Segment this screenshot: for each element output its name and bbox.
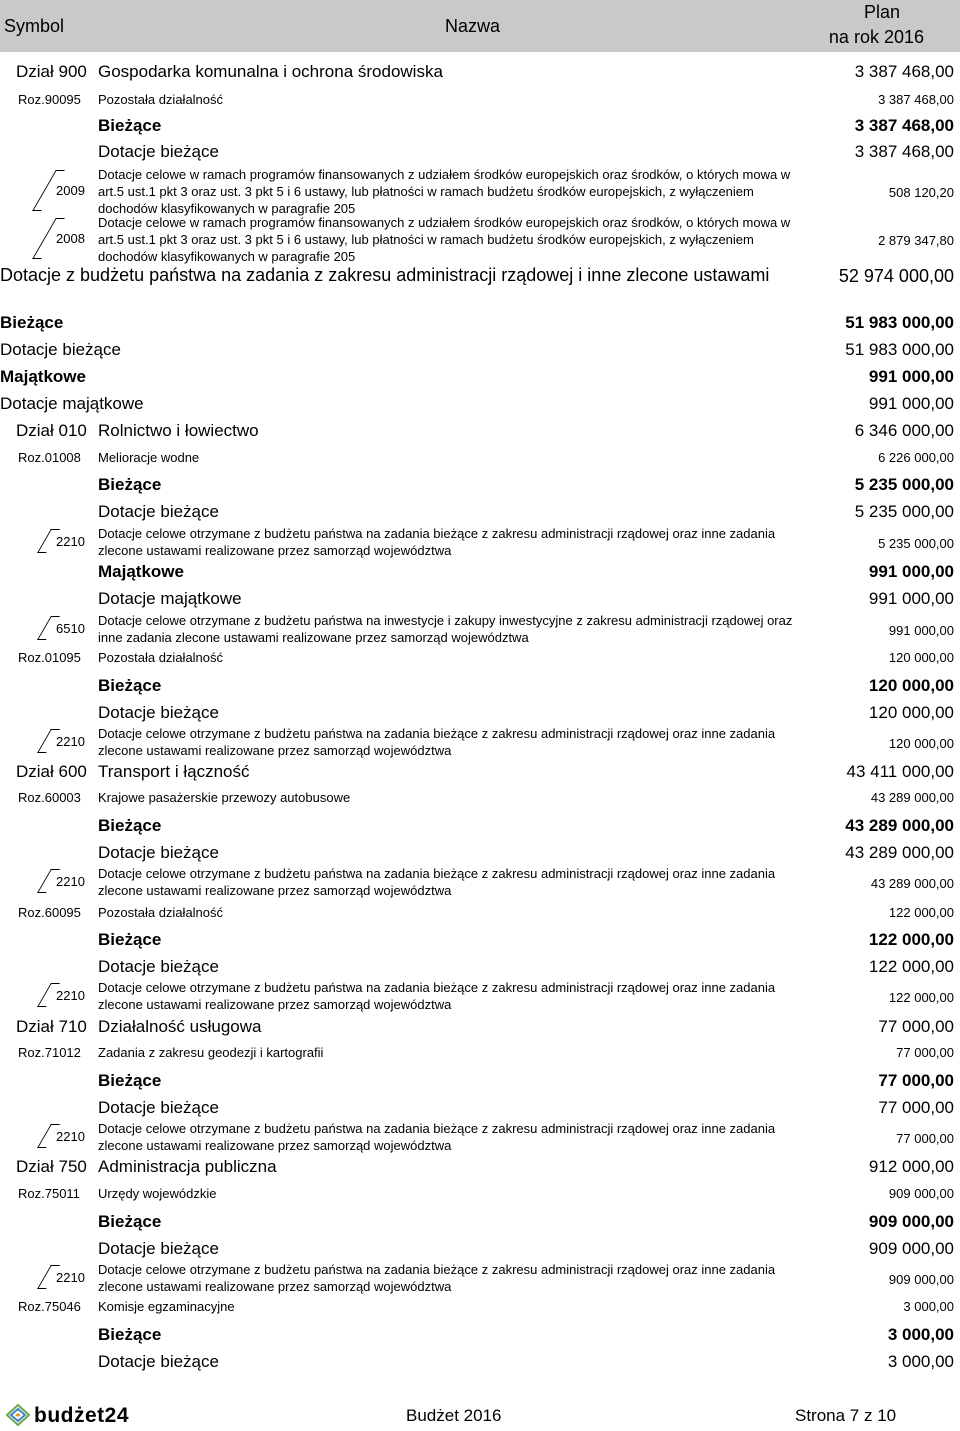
section-code: Roz.60095 [18,905,81,920]
paragraph-code: 2210 [56,1269,85,1285]
plan-amount: 43 289 000,00 [870,790,954,805]
category-label: Majątkowe [0,367,86,386]
paragraph-description: Dotacje celowe otrzymane z budżetu państwa na zadania bieżące z zakresu administracji rządowej oraz inne zadania zlecone ustawami realizowane przez samorząd województwa [98,526,776,558]
paragraph-code: 2210 [56,733,85,749]
column-header-plan: Plan [863,2,900,22]
section-name: Zadania z zakresu geodezji i kartografii [98,1045,324,1060]
paragraph-description: Dotacje celowe otrzymane z budżetu państwa na inwestycje i zakupy inwestycyjne z zakresu administracji rządowej oraz inne zadania zlecone ustawami realizowane przez samorząd województwa [98,613,793,645]
budzet24-logo-icon [6,1404,30,1426]
category-label: Bieżące [0,313,64,332]
section-title: Dotacje z budżetu państwa na zadania z zakresu administracji rządowej i inne zlecone ustawami [0,265,770,285]
category-label: Dotacje bieżące [98,1098,219,1117]
section-name: Urzędy wojewódzkie [98,1186,217,1201]
category-label: Dotacje bieżące [98,142,219,161]
category-label: Dotacje bieżące [98,957,219,976]
plan-amount: 120 000,00 [888,650,954,665]
budzet24-logo-text: budżet24 [34,1404,130,1427]
section-code: Roz.75011 [18,1186,80,1201]
plan-amount: 909 000,00 [868,1239,954,1258]
plan-amount: 77 000,00 [878,1017,954,1036]
plan-amount: 51 983 000,00 [845,313,954,332]
plan-amount: 991 000,00 [868,589,954,608]
plan-amount: 991 000,00 [868,562,954,581]
plan-amount: 52 974 000,00 [838,266,954,286]
section-name: Gospodarka komunalna i ochrona środowiska [98,62,443,81]
plan-amount: 43 411 000,00 [846,762,954,781]
category-label: Bieżące [98,1212,162,1231]
section-name: Pozostała działalność [98,92,224,107]
plan-amount: 3 387 468,00 [854,142,954,161]
category-label: Bieżące [98,116,162,135]
category-label: Majątkowe [98,562,184,581]
table-header [0,0,960,52]
plan-amount: 77 000,00 [896,1130,954,1146]
category-label: Bieżące [98,676,162,695]
plan-amount: 2 879 347,80 [878,233,954,248]
column-header-year: na rok 2016 [828,27,924,47]
paragraph-code: 2210 [56,533,85,549]
paragraph-description: Dotacje celowe w ramach programów finansowanych z udziałem środków europejskich oraz środków, o których mowa w art.5 ust.1 pkt 3 oraz ust. 3 pkt 5 i 6 ustawy, lub płatności w ramach budżetu środków europejskich, z wyłączeniem dochodów klasyfikowanych w paragrafie 205 [98,215,791,264]
section-code: Roz.01008 [18,450,81,465]
column-header-nazwa: Nazwa [445,16,501,36]
plan-amount: 51 983 000,00 [845,340,954,359]
plan-amount: 122 000,00 [888,905,954,920]
section-code: Dział 600 [16,762,87,781]
plan-amount: 122 000,00 [868,957,954,976]
section-code: Roz.01095 [18,650,81,665]
paragraph-code: 2210 [56,987,85,1003]
plan-amount: 909 000,00 [888,1271,954,1287]
category-label: Dotacje bieżące [98,703,219,722]
category-label: Bieżące [98,1325,162,1344]
plan-amount: 3 000,00 [887,1352,954,1371]
section-code: Dział 710 [16,1017,87,1036]
plan-amount: 508 120,20 [888,185,954,200]
section-name: Administracja publiczna [98,1157,277,1176]
plan-amount: 6 226 000,00 [878,450,954,465]
footer-title: Budżet 2016 [406,1406,502,1425]
section-name: Działalność usługowa [98,1017,262,1036]
paragraph-description: Dotacje celowe otrzymane z budżetu państwa na zadania bieżące z zakresu administracji rządowej oraz inne zadania zlecone ustawami realizowane przez samorząd województwa [98,866,776,898]
section-name: Komisje egzaminacyjne [98,1299,235,1314]
category-label: Dotacje bieżące [98,843,219,862]
plan-amount: 120 000,00 [868,676,954,695]
plan-amount: 991 000,00 [888,622,954,638]
plan-amount: 909 000,00 [888,1186,954,1201]
plan-amount: 991 000,00 [868,394,954,413]
section-code: Roz.71012 [18,1045,81,1060]
plan-amount: 6 346 000,00 [854,421,954,440]
paragraph-description: Dotacje celowe otrzymane z budżetu państwa na zadania bieżące z zakresu administracji rządowej oraz inne zadania zlecone ustawami realizowane przez samorząd województwa [98,980,776,1012]
section-code: Dział 750 [16,1157,87,1176]
paragraph-description: Dotacje celowe w ramach programów finansowanych z udziałem środków europejskich oraz środków, o których mowa w art.5 ust.1 pkt 3 oraz ust. 3 pkt 5 i 6 ustawy, lub płatności w ramach budżetu środków europejskich, z wyłączeniem dochodów klasyfikowanych w paragrafie 205 [98,167,791,216]
category-label: Dotacje bieżące [98,1352,219,1371]
section-name: Melioracje wodne [98,450,200,465]
section-code: Dział 010 [16,421,87,440]
page-footer [0,1398,960,1431]
category-label: Bieżące [98,816,162,835]
paragraph-code: 2210 [56,1128,85,1144]
category-label: Dotacje bieżące [98,1239,219,1258]
paragraph-code: 6510 [56,620,85,636]
plan-amount: 3 387 468,00 [854,62,954,81]
plan-amount: 77 000,00 [878,1071,954,1090]
category-label: Dotacje majątkowe [0,394,144,413]
section-code: Roz.75046 [18,1299,81,1314]
plan-amount: 77 000,00 [896,1045,954,1060]
section-name: Pozostała działalność [98,905,224,920]
plan-amount: 3 387 468,00 [854,116,954,135]
category-label: Bieżące [98,1071,162,1090]
column-header-symbol: Symbol [4,16,65,36]
plan-amount: 43 289 000,00 [845,843,954,862]
paragraph-description: Dotacje celowe otrzymane z budżetu państwa na zadania bieżące z zakresu administracji rządowej oraz inne zadania zlecone ustawami realizowane przez samorząd województwa [98,1262,776,1294]
plan-amount: 5 235 000,00 [854,475,954,494]
plan-amount: 43 289 000,00 [870,875,954,891]
category-label: Bieżące [98,930,162,949]
plan-amount: 77 000,00 [878,1098,954,1117]
plan-amount: 122 000,00 [868,930,954,949]
plan-amount: 3 000,00 [903,1299,954,1314]
category-label: Dotacje majątkowe [98,589,242,608]
paragraph-description: Dotacje celowe otrzymane z budżetu państwa na zadania bieżące z zakresu administracji rządowej oraz inne zadania zlecone ustawami realizowane przez samorząd województwa [98,1121,776,1153]
plan-amount: 3 000,00 [887,1325,954,1344]
plan-amount: 120 000,00 [888,735,954,751]
section-name: Pozostała działalność [98,650,224,665]
category-label: Dotacje bieżące [0,340,121,359]
category-label: Dotacje bieżące [98,502,219,521]
plan-amount: 991 000,00 [868,367,954,386]
plan-amount: 3 387 468,00 [878,92,954,107]
section-code: Roz.60003 [18,790,81,805]
plan-amount: 909 000,00 [868,1212,954,1231]
section-name: Rolnictwo i łowiectwo [98,421,259,440]
paragraph-code: 2210 [56,873,85,889]
plan-amount: 5 235 000,00 [878,535,954,551]
paragraph-code: 2008 [56,231,85,246]
plan-amount: 912 000,00 [868,1157,954,1176]
plan-amount: 43 289 000,00 [845,816,954,835]
section-name: Krajowe pasażerskie przewozy autobusowe [98,790,351,805]
section-name: Transport i łączność [98,762,250,781]
page-number: Strona 7 z 10 [795,1406,897,1425]
section-code: Dział 900 [16,62,87,81]
plan-amount: 5 235 000,00 [854,502,954,521]
plan-amount: 122 000,00 [888,989,954,1005]
paragraph-code: 2009 [56,183,85,198]
plan-amount: 120 000,00 [868,703,954,722]
section-code: Roz.90095 [18,92,81,107]
paragraph-description: Dotacje celowe otrzymane z budżetu państwa na zadania bieżące z zakresu administracji rządowej oraz inne zadania zlecone ustawami realizowane przez samorząd województwa [98,726,776,758]
category-label: Bieżące [98,475,162,494]
